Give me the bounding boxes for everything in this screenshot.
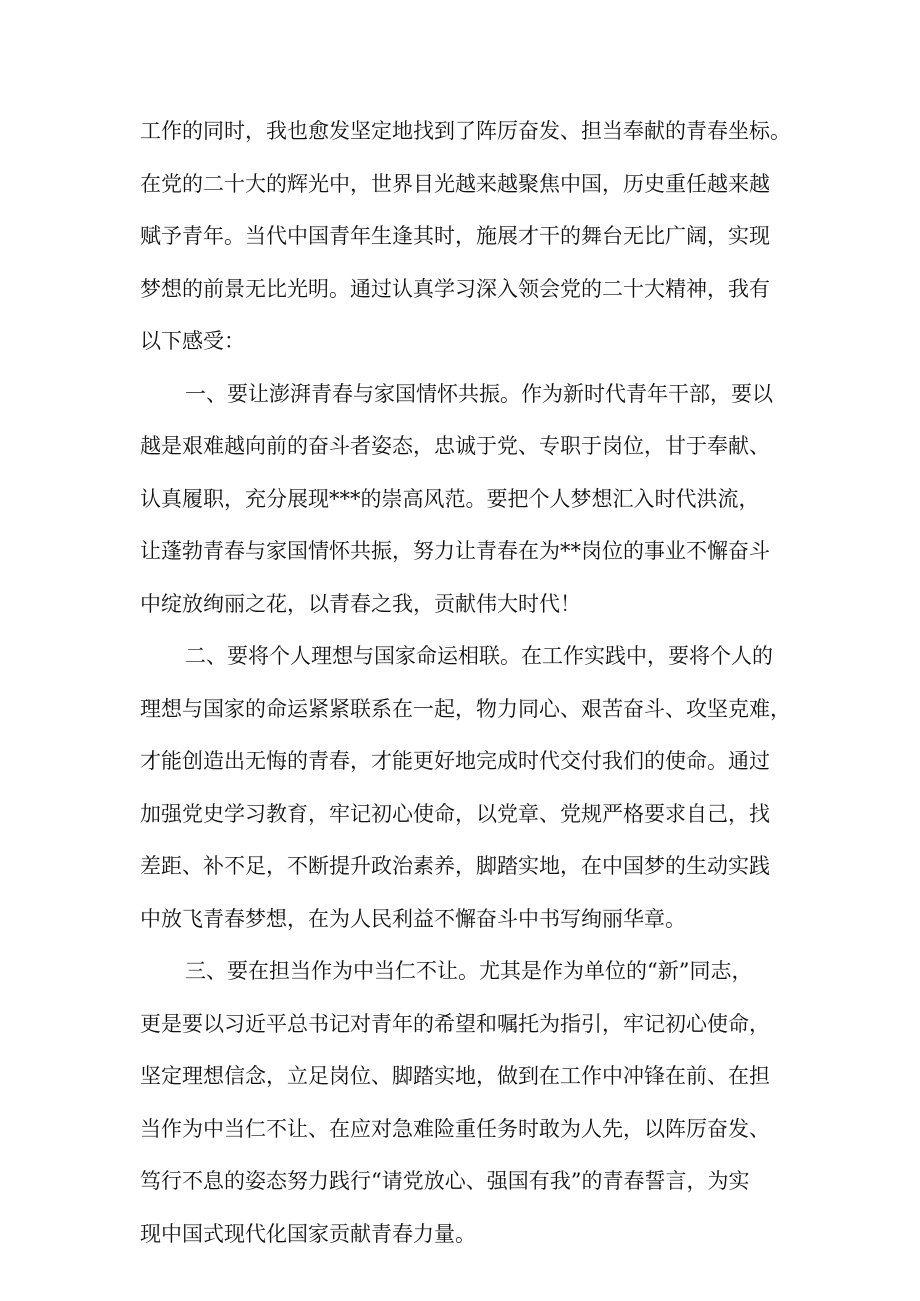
text-line: 笃行不息的姿态努力践行“请党放心、强国有我”的青春誓言，为实 [140,1169,750,1193]
text-line: 现中国式现代化国家贡献青春力量。 [140,1222,476,1246]
text-line: 以下感受： [140,329,245,353]
text-line: 赋予青年。当代中国青年生逢其时，施展才干的舞台无比广阔，实现 [140,224,770,248]
paragraph-start-line: 一、要让澎湃青春与家国情怀共振。作为新时代青年干部，要以 [185,382,773,406]
text-line: 让蓬勃青春与家国情怀共振，努力让青春在为**岗位的事业不懈奋斗 [140,539,770,563]
text-line: 越是艰难越向前的奋斗者姿态，忠诚于党、专职于岗位，甘于奉献、 [140,434,770,458]
text-line: 差距、补不足，不断提升政治素养，脚踏实地，在中国梦的生动实践 [140,854,770,878]
text-line: 加强党史学习教育，牢记初心使命，以党章、党规严格要求自己，找 [140,802,770,826]
text-line: 中绽放绚丽之花，以青春之我，贡献伟大时代！ [140,592,581,616]
text-line: 中放飞青春梦想，在为人民利益不懈奋斗中书写绚丽华章。 [140,907,686,931]
text-line: 在党的二十大的辉光中，世界目光越来越聚焦中国，历史重任越来越 [140,172,770,196]
text-line: 当作为中当仁不让、在应对急难险重任务时敢为人先，以阵厉奋发、 [140,1117,770,1141]
paragraph-start-line: 二、要将个人理想与国家命运相联。在工作实践中，要将个人的 [185,644,773,668]
text-line: 更是要以习近平总书记对青年的希望和嘱托为指引，牢记初心使命， [140,1012,770,1036]
text-line: 理想与国家的命运紧紧联系在一起，物力同心、艰苦奋斗、攻坚克难， [140,697,791,721]
text-line: 梦想的前景无比光明。通过认真学习深入领会党的二十大精神，我有 [140,277,770,301]
text-line: 坚定理想信念，立足岗位、脚踏实地，做到在工作中冲锋在前、在担 [140,1064,770,1088]
text-line: 工作的同时，我也愈发坚定地找到了阵厉奋发、担当奉献的青春坐标。 [140,119,791,143]
paragraph-start-line: 三、要在担当作为中当仁不让。尤其是作为单位的“新”同志， [185,959,753,983]
text-line: 才能创造出无悔的青春，才能更好地完成时代交付我们的使命。通过 [140,749,770,773]
text-line: 认真履职，充分展现***的崇高风范。要把个人梦想汇入时代洪流， [140,487,760,511]
